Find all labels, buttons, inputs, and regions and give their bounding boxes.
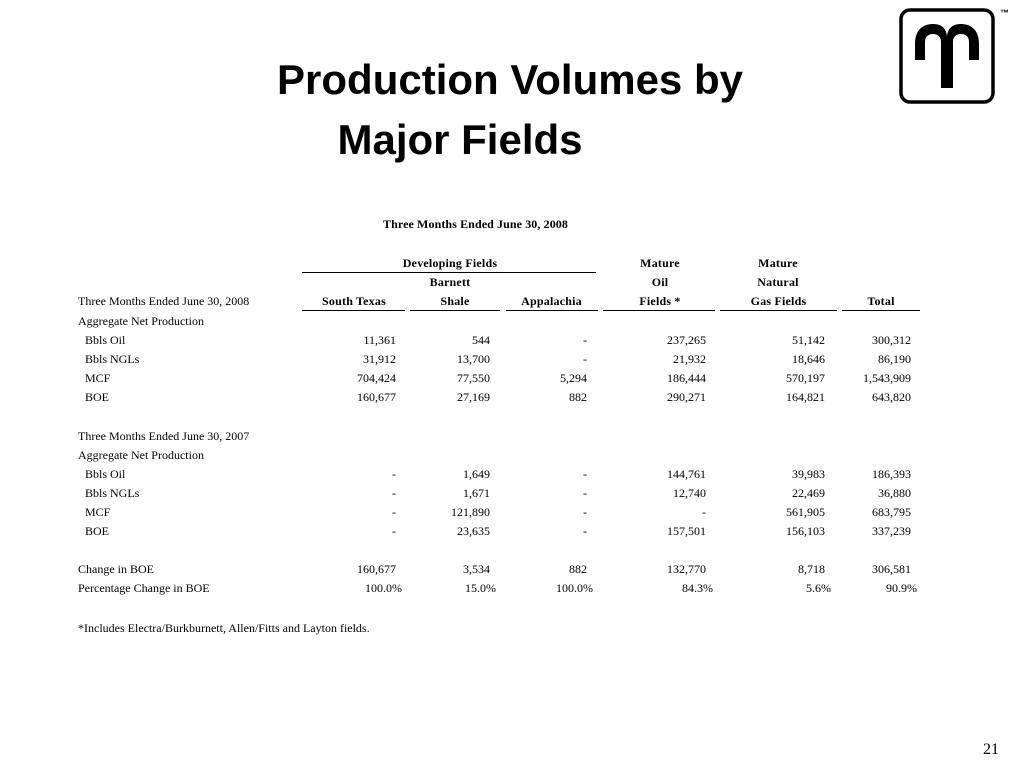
underline-total [842,310,920,311]
cell-mature-oil: 132,770 [667,562,706,576]
cell-appalachia: - [583,352,587,366]
cell-appalachia: 100.0% [556,581,593,595]
cell-total: 643,820 [872,390,911,404]
row-label: MCF [85,505,111,519]
col-header-total: Total [867,294,895,308]
cell-mature-gas: 561,905 [786,505,825,519]
row-label: Bbls NGLs [85,486,140,500]
row-label: BOE [85,390,109,404]
cell-barnett-shale: 23,635 [457,524,490,538]
company-logo-icon [899,8,995,104]
cell-total: 36,880 [878,486,911,500]
cell-appalachia: - [583,467,587,481]
table-row [0,333,1024,352]
cell-south-texas: 100.0% [365,581,402,595]
cell-south-texas: 160,677 [357,562,396,576]
row-label: Bbls Oil [85,467,126,481]
cell-mature-gas: 18,646 [792,352,825,366]
cell-south-texas: - [392,467,396,481]
cell-total: 86,190 [878,352,911,366]
cell-barnett-shale: 13,700 [457,352,490,366]
cell-south-texas: - [392,505,396,519]
cell-south-texas: 704,424 [357,371,396,385]
slide-title-line-2: Major Fields [337,116,583,163]
cell-barnett-shale: 3,534 [463,562,490,576]
cell-total: 1,543,909 [863,371,911,385]
cell-mature-gas: 164,821 [786,390,825,404]
cell-appalachia: 882 [569,562,587,576]
col-header-barnett-shale: Shale [440,294,470,308]
cell-mature-gas: 570,197 [786,371,825,385]
cell-mature-oil: 21,932 [673,352,706,366]
row-label: Bbls NGLs [85,352,140,366]
underline-barnett-shale [410,310,500,311]
cell-south-texas: 160,677 [357,390,396,404]
cell-barnett-shale: 15.0% [465,581,496,595]
cell-barnett-shale: 1,649 [463,467,490,481]
row-label: Three Months Ended June 30, 2007 [78,429,250,443]
col-header-row-label: Three Months Ended June 30, 2008 [78,294,250,308]
cell-appalachia: - [583,505,587,519]
table-row [0,581,1024,600]
cell-mature-oil: 290,271 [667,390,706,404]
table-footnote: *Includes Electra/Burkburnett, Allen/Fitts and Layton fields. [78,621,370,635]
table-row [0,314,1024,333]
col-header-mature-gas-fields: Gas Fields [750,294,807,308]
table-row [0,467,1024,486]
cell-barnett-shale: 544 [472,333,490,347]
cell-mature-gas: 22,469 [792,486,825,500]
cell-mature-gas: 39,983 [792,467,825,481]
table-row [0,448,1024,467]
cell-total: 683,795 [872,505,911,519]
cell-mature-gas: 51,142 [792,333,825,347]
table-row [0,524,1024,543]
cell-mature-oil: 237,265 [667,333,706,347]
cell-south-texas: - [392,486,396,500]
cell-appalachia: 5,294 [560,371,587,385]
cell-total: 337,239 [872,524,911,538]
row-label: Aggregate Net Production [78,448,204,462]
underline-mature-oil [603,310,715,311]
cell-total: 306,581 [872,562,911,576]
col-header-mature-oil-2: Oil [651,275,669,289]
cell-mature-oil: 84.3% [682,581,713,595]
cell-appalachia: 882 [569,390,587,404]
cell-barnett-shale: 121,890 [451,505,490,519]
cell-barnett-shale: 77,550 [457,371,490,385]
table-row [0,562,1024,581]
cell-mature-oil: - [702,505,706,519]
cell-mature-oil: 12,740 [673,486,706,500]
row-label: BOE [85,524,109,538]
cell-barnett-shale: 1,671 [463,486,490,500]
table-row [0,486,1024,505]
cell-mature-oil: 186,444 [667,371,706,385]
underline-appalachia [506,310,598,311]
table-row [0,429,1024,448]
cell-appalachia: - [583,524,587,538]
table-row [0,505,1024,524]
slide-title-line-1: Production Volumes by [277,56,743,103]
cell-mature-gas: 5.6% [806,581,831,595]
cell-mature-gas: 8,718 [798,562,825,576]
col-header-mature-gas-1: Mature [758,256,798,270]
cell-south-texas: 11,361 [363,333,396,347]
cell-appalachia: - [583,333,587,347]
cell-total: 90.9% [886,581,917,595]
cell-mature-gas: 156,103 [786,524,825,538]
cell-mature-oil: 144,761 [667,467,706,481]
row-label: Aggregate Net Production [78,314,204,328]
table-row [0,390,1024,409]
table-row [0,371,1024,390]
group-header-underline [302,272,596,273]
row-label: Change in BOE [78,562,154,576]
trademark-mark: ™ [1000,8,1009,18]
cell-appalachia: - [583,486,587,500]
table-row [0,352,1024,371]
underline-mature-gas [720,310,837,311]
col-header-south-texas: South Texas [322,294,386,308]
col-header-mature-oil-1: Mature [640,256,680,270]
row-label: Percentage Change in BOE [78,581,210,595]
page-number: 21 [983,741,999,758]
cell-south-texas: 31,912 [363,352,396,366]
row-label: MCF [85,371,111,385]
col-header-mature-oil-fields: Fields * [639,294,681,308]
col-header-appalachia: Appalachia [521,294,582,308]
col-header-barnett: Barnett [429,275,471,289]
cell-south-texas: - [392,524,396,538]
group-header-developing-fields: Developing Fields [402,256,498,270]
table-period-title: Three Months Ended June 30, 2008 [383,217,569,231]
cell-total: 186,393 [872,467,911,481]
slide-title [200,50,820,170]
underline-south-texas [302,310,405,311]
cell-barnett-shale: 27,169 [457,390,490,404]
col-header-mature-gas-2: Natural [757,275,799,289]
cell-mature-oil: 157,501 [667,524,706,538]
row-label: Bbls Oil [85,333,126,347]
cell-total: 300,312 [872,333,911,347]
